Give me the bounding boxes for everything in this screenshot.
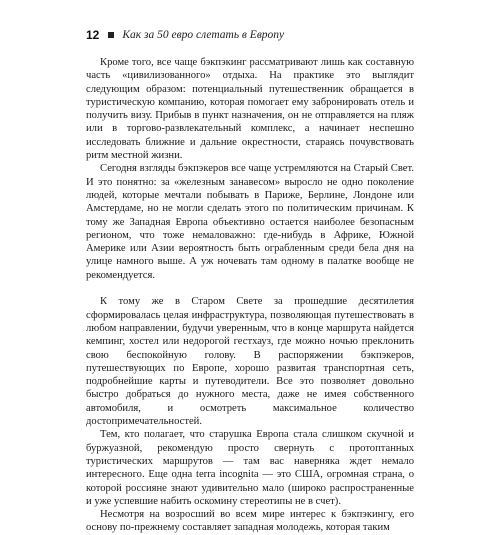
page-number: 12 xyxy=(86,28,100,42)
paragraph-3: К тому же в Старом Свете за прошедшие десятилетия сформировалась целая инфраструктура, позволяющая путешествовать в любом направлении, будучи уверенным, что в конце маршрута найдется кемпинг, хостел или недорогой гестхауз, где можно ночью преклонить свою беспокойную голову. В распоряжении бэкпэкеров, путешествующих по Европе, хорошо развитая транспортная сеть, подробнейшие карты и путеводители. Все это позволяет довольно быстро добраться до нужного места, даже не имея собственного автомобиля, и осмотреть максимальное количество достопримечательностей. xyxy=(86,296,414,428)
body-text xyxy=(86,56,414,535)
paragraph-2: Сегодня взгляды бэкпэкеров все чаще устремляются на Старый Свет. И это понятно: за «железным занавесом» выросло не одно поколение людей, которые мечтали побывать в Париже, Берлине, Лондоне или Амстердаме, но не могли сделать этого по политическим причинам. К тому же Западная Европа объективно остается наиболее безопасным регионом, что тоже немаловажно: где-нибудь в Африке, Южной Америке или Азии вероятность быть ограбленным среди бела дня на улице намного выше. А уж ночевать там одному в палатке вообще не рекомендуется. xyxy=(86,163,414,281)
square-bullet-icon xyxy=(108,32,114,38)
book-title: Как за 50 евро слетать в Европу xyxy=(122,29,285,41)
paragraph-5: Несмотря на возросший во всем мире интерес к бэкпэкингу, его основу по-прежнему составляет западная молодежь, которая таким xyxy=(86,509,414,534)
paragraph-4: Тем, кто полагает, что старушка Европа стала слишком скучной и буржуазной, рекомендую просто свернуть с протоптанных туристических маршрутов — там вас наверняка ждет немало интересного. Еще одна terra incognita — это США, огромная страна, о которой россияне знают удивительно мало (широко распространенные и уже успевшие набить оскомину стереотипы не в счет). xyxy=(86,429,414,507)
running-header xyxy=(86,27,426,43)
paragraph-1: Кроме того, все чаще бэкпэкинг рассматривают лишь как составную часть «цивилизованного» отдыха. На практике это выглядит следующим образом: потенциальный путешественник обращается в туристическую компанию, которая помогает ему забронировать отель и получить визу. Прибыв в пункт назначения, он не отправляется на пляж или в торгово-развлекательный комплекс, а начинает неспешно исследовать ближние и дальние окрестности, стараясь почувствовать ритм местной жизни. xyxy=(86,57,414,162)
